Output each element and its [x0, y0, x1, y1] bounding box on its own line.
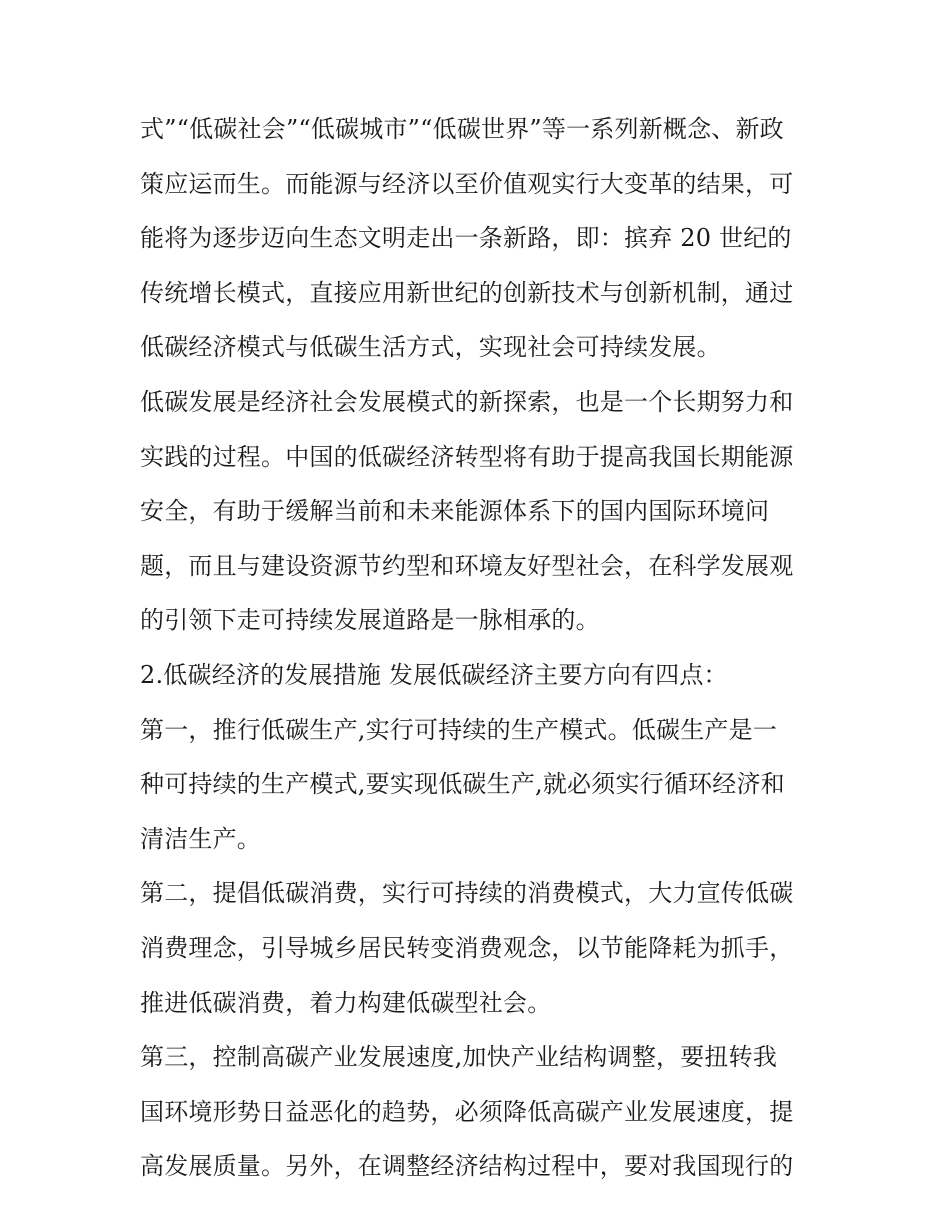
text-line: 实践的过程。中国的低碳经济转型将有助于提高我国长期能源 [140, 442, 794, 471]
text-line: 能将为逐步迈向生态文明走出一条新路，即：摈弃 20 世纪的 [140, 224, 792, 253]
paragraph-point-two [140, 866, 820, 1030]
text-line: 第三，控制高碳产业发展速度,加快产业结构调整，要扭转我 [140, 1043, 778, 1072]
paragraph-low-carbon-development [140, 375, 820, 648]
text-line: 推进低碳消费，着力构建低碳型社会。 [140, 988, 552, 1017]
section-heading-text: 2.低碳经济的发展措施 发展低碳经济主要方向有四点： [140, 660, 728, 689]
text-line: 策应运而生。而能源与经济以至价值观实行大变革的结果，可 [140, 169, 794, 198]
text-line: 低碳发展是经济社会发展模式的新探索，也是一个长期努力和 [140, 387, 794, 416]
text-line: 清洁生产。 [140, 824, 261, 853]
text-line: 低碳经济模式与低碳生活方式，实现社会可持续发展。 [140, 333, 721, 362]
text-line: 第二，提倡低碳消费，实行可持续的消费模式，大力宣传低碳 [140, 879, 794, 908]
text-line: 式”“低碳社会”“低碳城市”“低碳世界”等一系列新概念、新政 [140, 115, 784, 143]
text-line: 消费理念，引导城乡居民转变消费观念，以节能降耗为抓手， [140, 933, 794, 962]
text-line: 第一，推行低碳生产,实行可持续的生产模式。低碳生产是一 [140, 715, 778, 744]
paragraph-point-three [140, 1030, 820, 1194]
section-heading-measures [140, 648, 820, 703]
paragraph-point-one [140, 703, 820, 867]
text-line: 安全，有助于缓解当前和未来能源体系下的国内国际环境问 [140, 497, 770, 526]
text-line: 国环境形势日益恶化的趋势，必须降低高碳产业发展速度，提 [140, 1097, 794, 1126]
paragraph-low-carbon-concepts [140, 102, 820, 375]
text-line: 种可持续的生产模式,要实现低碳生产,就必须实行循环经济和 [140, 770, 785, 799]
text-line: 传统增长模式，直接应用新世纪的创新技术与创新机制，通过 [140, 278, 794, 307]
document-body [140, 102, 820, 1194]
text-line: 题，而且与建设资源节约型和环境友好型社会，在科学发展观 [140, 551, 794, 580]
text-line: 高发展质量。另外，在调整经济结构过程中，要对我国现行的 [140, 1152, 794, 1181]
text-line: 的引领下走可持续发展道路是一脉相承的。 [140, 606, 600, 635]
